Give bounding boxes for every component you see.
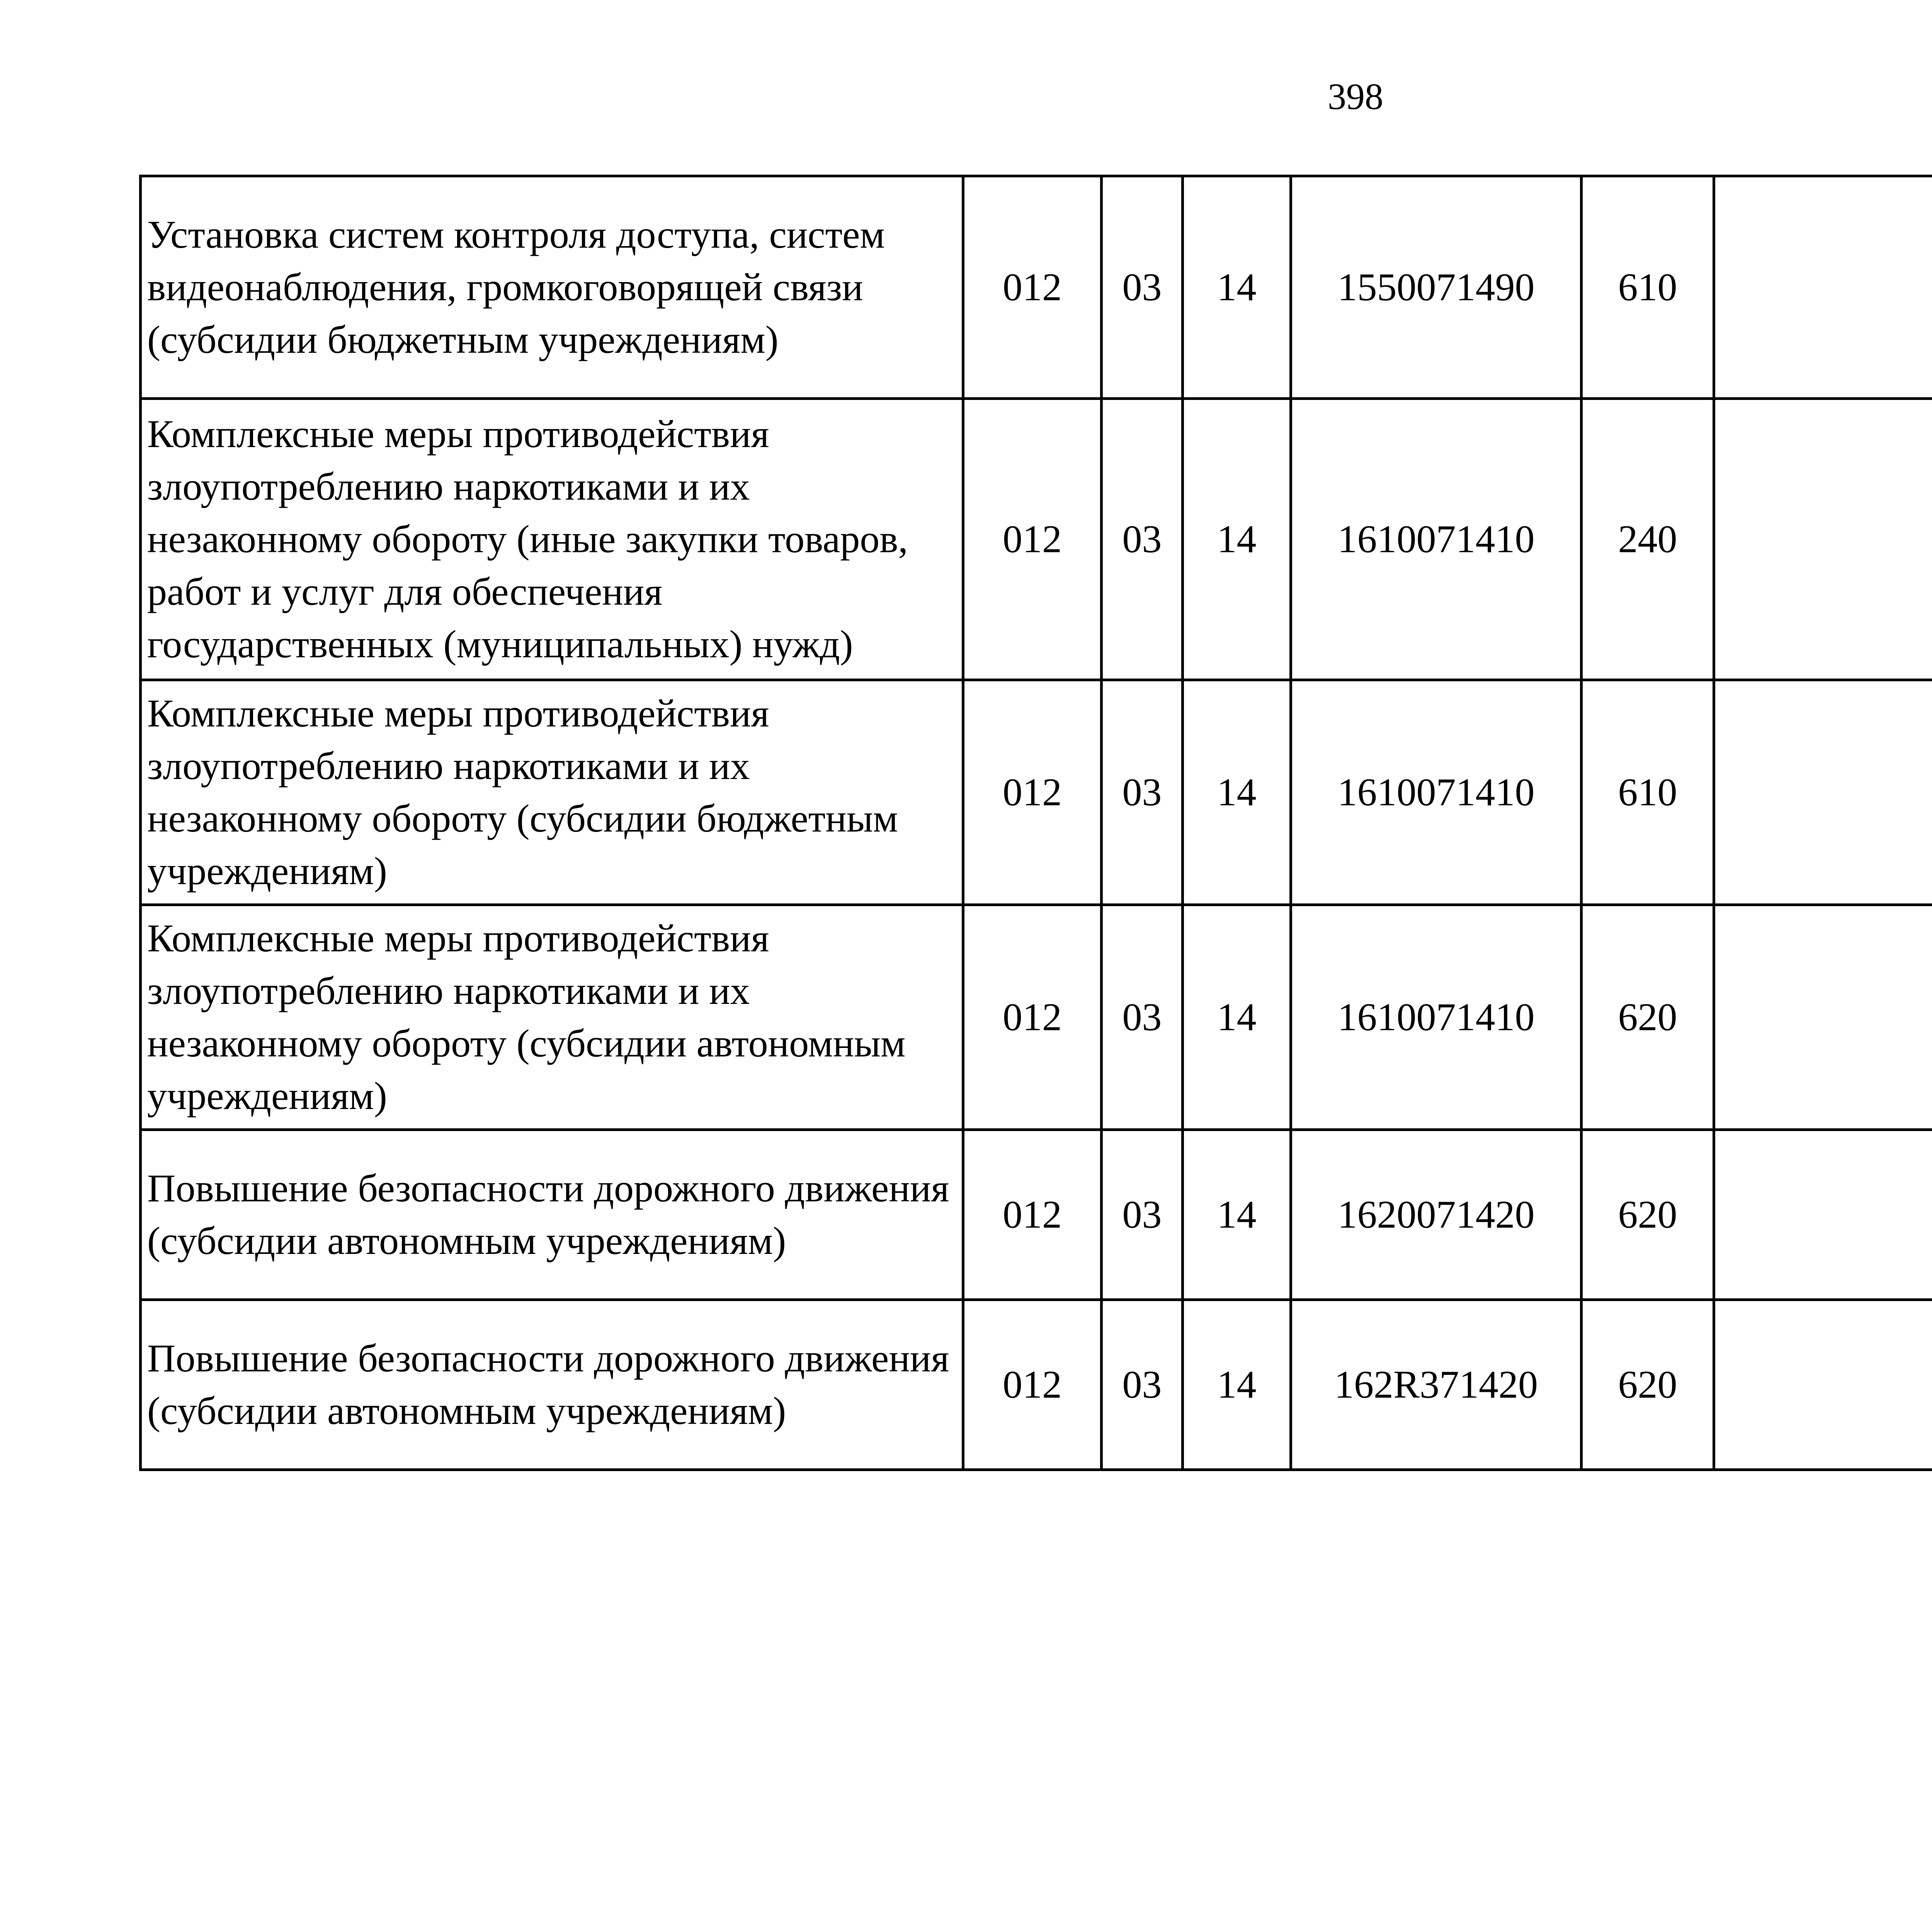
section-code: 03 — [1102, 1300, 1183, 1470]
section-code: 03 — [1102, 1130, 1183, 1300]
table-row — [141, 1130, 1932, 1300]
expense-type-code: 620 — [1582, 1130, 1714, 1300]
expense-type-code: 610 — [1582, 176, 1714, 399]
row-description: Комплексные меры противодействия злоупотреблению наркотиками и их незаконному обороту (субсидии автономным учреждениям) — [141, 905, 963, 1130]
expense-type-code: 240 — [1582, 399, 1714, 680]
ministry-code: 012 — [963, 905, 1102, 1130]
amount-year-1 — [1714, 905, 1932, 1130]
expense-type-code: 620 — [1582, 905, 1714, 1130]
target-article-code: 1550071490 — [1291, 176, 1582, 399]
table-row — [141, 1300, 1932, 1470]
subsection-code: 14 — [1183, 399, 1291, 680]
target-article-code: 1610071410 — [1291, 399, 1582, 680]
section-code: 03 — [1102, 399, 1183, 680]
ministry-code: 012 — [963, 1130, 1102, 1300]
amount-year-1 — [1714, 680, 1932, 905]
ministry-code: 012 — [963, 1300, 1102, 1470]
row-description: Установка систем контроля доступа, систем видеонаблюдения, громкоговорящей связи (субсидии бюджетным учреждениям) — [141, 176, 963, 399]
table-row — [141, 176, 1932, 399]
row-description: Комплексные меры противодействия злоупотреблению наркотиками и их незаконному обороту (субсидии бюджетным учреждениям) — [141, 680, 963, 905]
table-row — [141, 680, 1932, 905]
amount-year-1 — [1714, 399, 1932, 680]
expense-type-code: 620 — [1582, 1300, 1714, 1470]
table-row — [141, 905, 1932, 1130]
ministry-code: 012 — [963, 176, 1102, 399]
page-number: 398 — [1328, 76, 1383, 117]
row-description: Повышение безопасности дорожного движения (субсидии автономным учреждениям) — [141, 1300, 963, 1470]
amount-year-1 — [1714, 176, 1932, 399]
target-article-code: 1610071410 — [1291, 905, 1582, 1130]
target-article-code: 162R371420 — [1291, 1300, 1582, 1470]
budget-table — [139, 175, 1932, 1471]
expense-type-code: 610 — [1582, 680, 1714, 905]
target-article-code: 1610071410 — [1291, 680, 1582, 905]
ministry-code: 012 — [963, 680, 1102, 905]
section-code: 03 — [1102, 176, 1183, 399]
section-code: 03 — [1102, 680, 1183, 905]
row-description: Комплексные меры противодействия злоупотреблению наркотиками и их незаконному обороту (иные закупки товаров, работ и услуг для обеспечения государственных (муниципальных) нужд) — [141, 399, 963, 680]
amount-year-1 — [1714, 1130, 1932, 1300]
target-article-code: 1620071420 — [1291, 1130, 1582, 1300]
section-code: 03 — [1102, 905, 1183, 1130]
subsection-code: 14 — [1183, 1130, 1291, 1300]
subsection-code: 14 — [1183, 176, 1291, 399]
amount-year-1 — [1714, 1300, 1932, 1470]
subsection-code: 14 — [1183, 905, 1291, 1130]
table-row — [141, 399, 1932, 680]
subsection-code: 14 — [1183, 680, 1291, 905]
row-description: Повышение безопасности дорожного движения (субсидии автономным учреждениям) — [141, 1130, 963, 1300]
subsection-code: 14 — [1183, 1300, 1291, 1470]
ministry-code: 012 — [963, 399, 1102, 680]
